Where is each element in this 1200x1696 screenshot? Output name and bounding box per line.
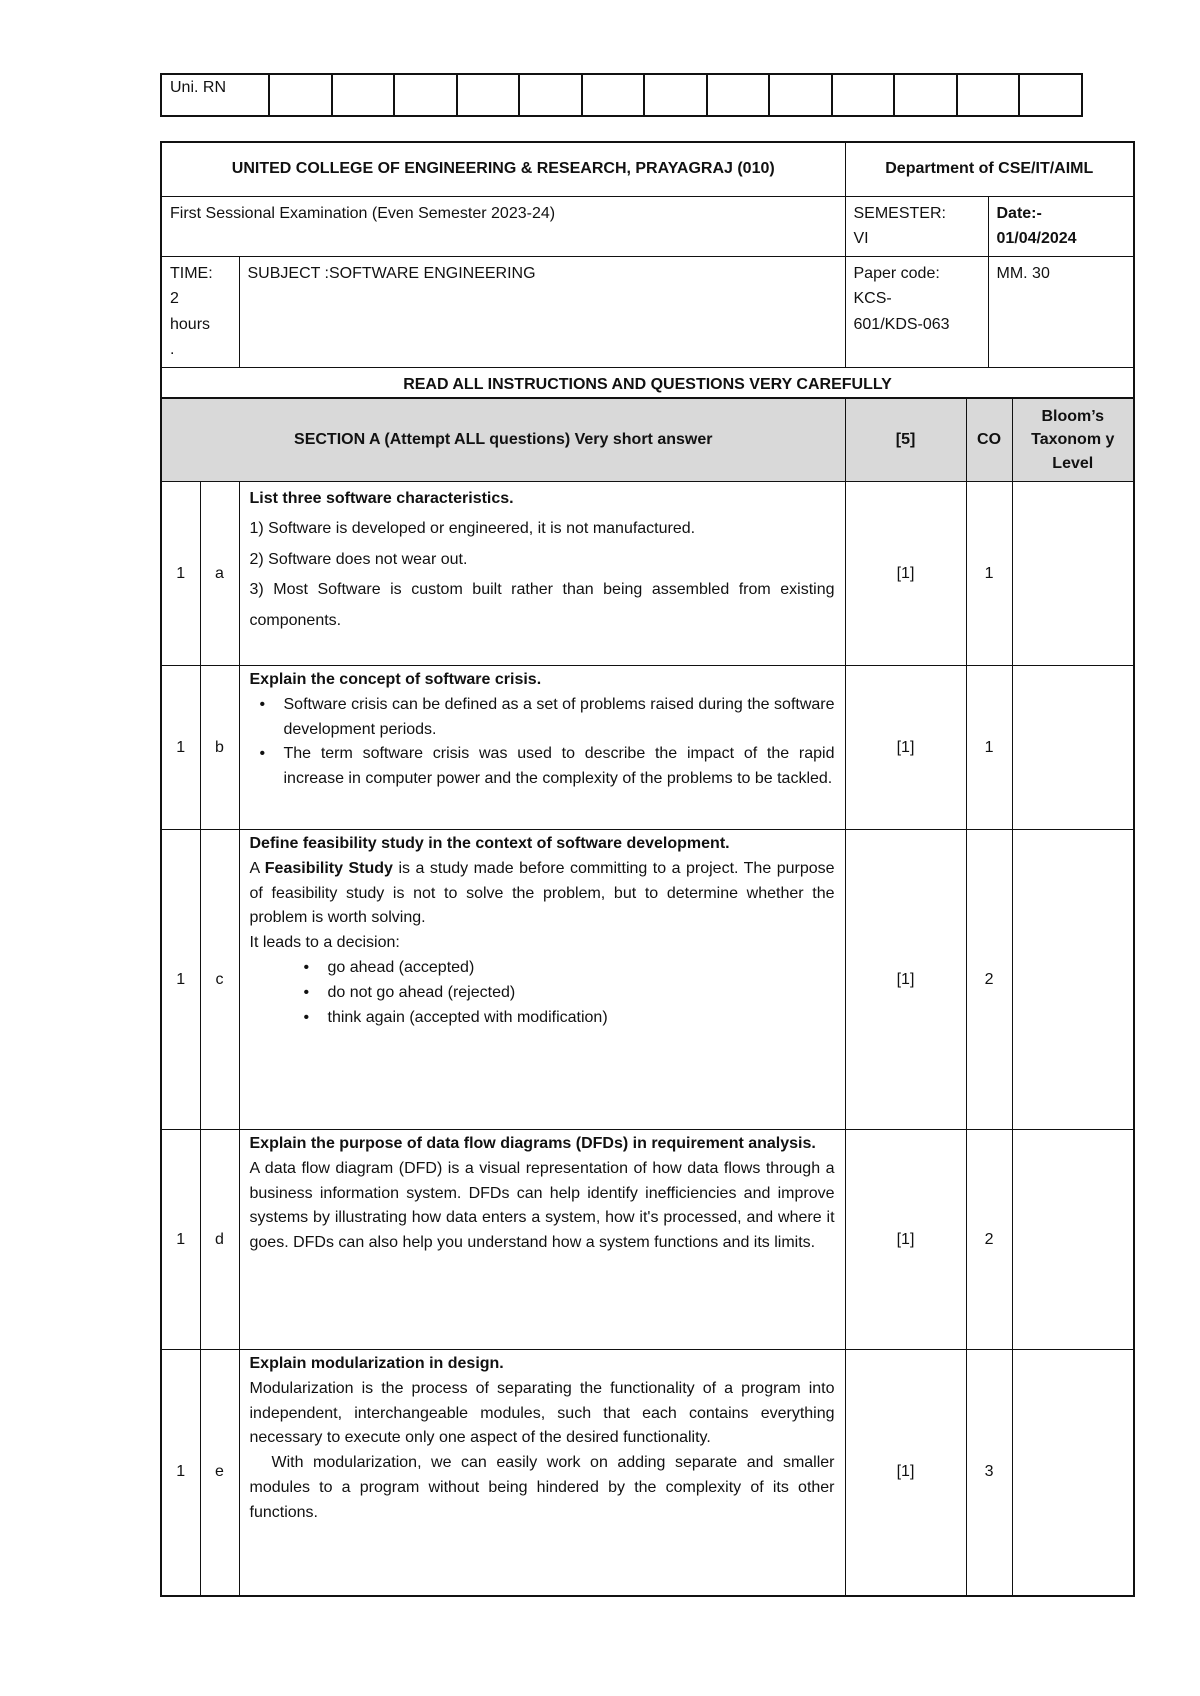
- question-marks: [1]: [845, 666, 966, 830]
- date-cell: [988, 196, 1134, 256]
- bullet-item: • The term software crisis was used to describe the impact of the rapid increase in computer power and the complexity of the problems to be tackled.: [284, 742, 835, 792]
- exam-title: First Sessional Examination (Even Semester 2023-24): [161, 196, 845, 256]
- paper-code-line: 601/KDS-063: [853, 315, 950, 333]
- date-value: 01/04/2024: [996, 230, 1077, 248]
- question-part: a: [200, 482, 239, 666]
- section-marks: [5]: [845, 398, 966, 482]
- answer-bullets: [250, 956, 835, 1030]
- bloom-level: [1012, 1130, 1134, 1350]
- table-row: [161, 482, 1134, 666]
- question-number: 1: [161, 1130, 200, 1350]
- question-number: 1: [161, 830, 200, 1130]
- answer-rest: is a study made before committing to a project. The purpose of feasibility study is not to solve the problem, but to determine whether the problem is worth solving.: [249, 859, 835, 927]
- question-title: List three software characteristics.: [249, 490, 514, 507]
- roll-digit-box[interactable]: [707, 74, 770, 116]
- bullet-item: • think again (accepted with modification): [328, 1006, 835, 1031]
- answer-line: 2) Software does not wear out.: [249, 550, 468, 568]
- roll-number-box: [160, 73, 1083, 117]
- bloom-header: Bloom’s Taxonom y Level: [1012, 398, 1134, 482]
- exam-header: [160, 141, 1135, 404]
- paper-code-line: KCS-: [853, 290, 892, 308]
- department-name: Department of CSE/IT/AIML: [845, 142, 1134, 196]
- instruction-banner: READ ALL INSTRUCTIONS AND QUESTIONS VERY CAREFULLY: [161, 368, 1134, 403]
- semester-cell: [845, 196, 988, 256]
- section-header-row: [161, 398, 1134, 482]
- bloom-level: [1012, 1350, 1134, 1596]
- max-marks: MM. 30: [988, 256, 1134, 367]
- roll-digit-box[interactable]: [1019, 74, 1082, 116]
- time-unit: hours: [170, 315, 211, 333]
- question-co: 2: [966, 830, 1012, 1130]
- bullet-item: • go ahead (accepted): [328, 956, 835, 981]
- question-marks: [1]: [845, 482, 966, 666]
- table-row: [161, 1130, 1134, 1350]
- paper-code-cell: [845, 256, 988, 367]
- question-part: d: [200, 1130, 239, 1350]
- question-text: [239, 830, 845, 1130]
- roll-digit-box[interactable]: [582, 74, 645, 116]
- college-name: UNITED COLLEGE OF ENGINEERING & RESEARCH, PRAYAGRAJ (010): [161, 142, 845, 196]
- question-co: 2: [966, 1130, 1012, 1350]
- table-row: [161, 830, 1134, 1130]
- question-co: 1: [966, 666, 1012, 830]
- subject-name: SUBJECT :SOFTWARE ENGINEERING: [239, 256, 845, 367]
- time-cell: [161, 256, 239, 367]
- question-title: Explain modularization in design.: [249, 1355, 504, 1372]
- roll-digit-box[interactable]: [332, 74, 395, 116]
- roll-number-label: Uni. RN: [161, 74, 269, 116]
- questions-table: [160, 397, 1135, 1597]
- question-number: 1: [161, 666, 200, 830]
- semester-value: VI: [853, 230, 869, 248]
- answer-paragraph: Modularization is the process of separating the functionality of a program into independent, interchangeable modules, such that each contains everything necessary to execute only one aspect of the desired functionality.: [249, 1379, 835, 1447]
- time-value: 2: [170, 290, 179, 308]
- roll-digit-box[interactable]: [957, 74, 1020, 116]
- question-co: 1: [966, 482, 1012, 666]
- bullet-item: • do not go ahead (rejected): [328, 981, 835, 1006]
- question-part: b: [200, 666, 239, 830]
- roll-digit-box[interactable]: [894, 74, 957, 116]
- answer-lead: It leads to a decision:: [249, 934, 400, 952]
- date-label: Date:-: [996, 204, 1042, 222]
- semester-label: SEMESTER:: [853, 204, 946, 222]
- bullet-item: • Software crisis can be defined as a set of problems raised during the software development periods.: [284, 693, 835, 743]
- question-title: Explain the concept of software crisis.: [249, 671, 542, 688]
- question-text: [239, 1130, 845, 1350]
- answer-line: 1) Software is developed or engineered, it is not manufactured.: [249, 520, 696, 538]
- answer-bullets: [250, 693, 835, 792]
- question-text: [239, 666, 845, 830]
- question-title: Define feasibility study in the context of software development.: [249, 835, 730, 852]
- question-number: 1: [161, 482, 200, 666]
- bloom-level: [1012, 830, 1134, 1130]
- answer-line: 3) Most Software is custom built rather than being assembled from existing components.: [249, 581, 835, 629]
- answer-term: Feasibility Study: [264, 859, 393, 877]
- roll-digit-box[interactable]: [644, 74, 707, 116]
- co-header: CO: [966, 398, 1012, 482]
- question-text: [239, 1350, 845, 1596]
- question-part: c: [200, 830, 239, 1130]
- table-row: [161, 1350, 1134, 1596]
- answer-prefix: A: [249, 859, 265, 877]
- roll-digit-box[interactable]: [457, 74, 520, 116]
- answer-paragraph: A data flow diagram (DFD) is a visual representation of how data flows through a business information system. DFDs can help identify inefficiencies and improve systems by illustrating how data enters a system, how it's processed, and where it goes. DFDs can also help you understand how a system functions and its limits.: [249, 1159, 835, 1252]
- paper-code-label: Paper code:: [853, 264, 940, 282]
- answer-paragraph: With modularization, we can easily work on adding separate and smaller modules to a program without being hindered by the complexity of its other functions.: [249, 1454, 835, 1521]
- question-number: 1: [161, 1350, 200, 1596]
- question-part: e: [200, 1350, 239, 1596]
- roll-digit-box[interactable]: [832, 74, 895, 116]
- bloom-level: [1012, 666, 1134, 830]
- question-marks: [1]: [845, 1130, 966, 1350]
- question-text: [239, 482, 845, 666]
- time-label: TIME:: [170, 264, 213, 282]
- question-co: 3: [966, 1350, 1012, 1596]
- question-marks: [1]: [845, 830, 966, 1130]
- roll-digit-box[interactable]: [769, 74, 832, 116]
- roll-digit-box[interactable]: [269, 74, 332, 116]
- answer-paragraph: [250, 857, 835, 931]
- table-row: [161, 666, 1134, 830]
- question-marks: [1]: [845, 1350, 966, 1596]
- roll-digit-box[interactable]: [394, 74, 457, 116]
- question-title: Explain the purpose of data flow diagrams (DFDs) in requirement analysis.: [249, 1135, 816, 1152]
- roll-digit-box[interactable]: [519, 74, 582, 116]
- bloom-level: [1012, 482, 1134, 666]
- time-dot: .: [170, 341, 175, 359]
- section-title: SECTION A (Attempt ALL questions) Very short answer: [161, 398, 845, 482]
